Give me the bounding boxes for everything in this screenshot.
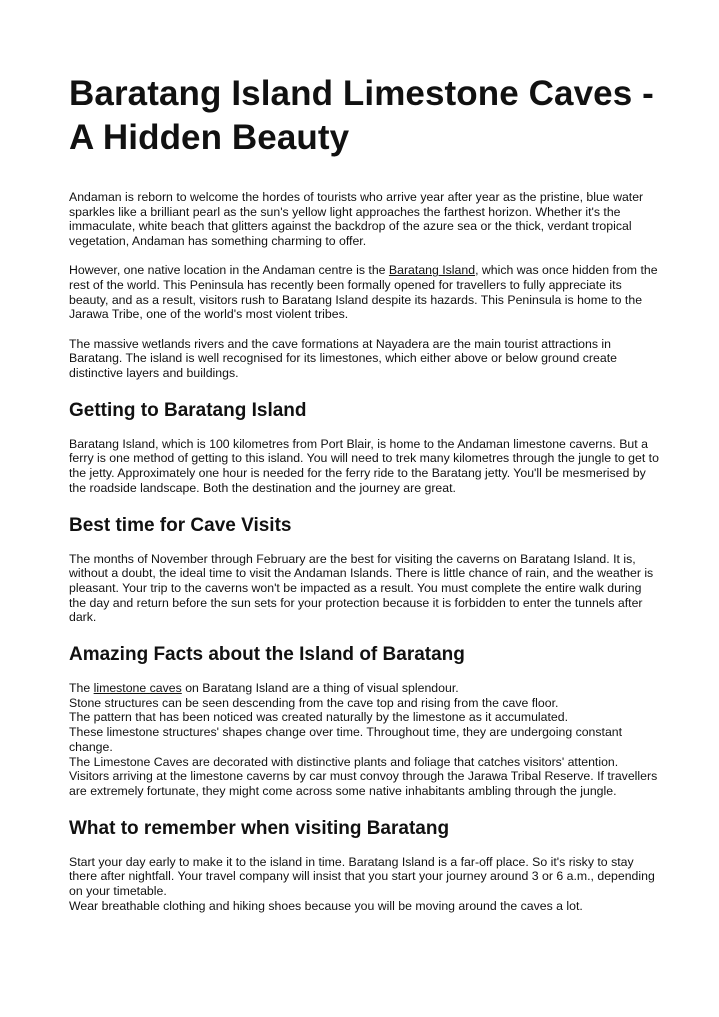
baratang-island-link[interactable]: Baratang Island — [388, 263, 476, 278]
intro-paragraph-2-text-before: However, one native location in the Andaman centre is the — [69, 263, 389, 278]
limestone-caves-link[interactable]: limestone caves — [93, 681, 182, 696]
facts-line-6: Visitors arriving at the limestone caverns by car must convoy through the Jarawa Tribal Reserve. If travellers are extremely fortunate, they might come across some native inhabitants ambling through the jungle. — [69, 769, 658, 798]
section-heading-best-time: Best time for Cave Visits — [69, 514, 292, 536]
page-title: Baratang Island Limestone Caves - A Hidden Beauty — [69, 74, 654, 157]
facts-line-2: Stone structures can be seen descending from the cave top and rising from the cave floor. — [69, 695, 559, 710]
remember-line-1: Start your day early to make it to the island in time. Baratang Island is a far-off place. So it's risky to stay there after nightfall. Your travel company will insist that you start your journey around 3 or 6 a.m., depending on your timetable. — [69, 854, 655, 899]
section-heading-remember: What to remember when visiting Baratang — [69, 817, 450, 839]
document-page — [69, 72, 659, 914]
intro-paragraph-2 — [69, 263, 659, 322]
section-heading-facts: Amazing Facts about the Island of Baratang — [69, 644, 465, 666]
intro-paragraph-1: Andaman is reborn to welcome the hordes of tourists who arrive year after year as the pristine, blue water sparkles like a brilliant pearl as the sun's yellow light approaches the farthest horizon. Whether it's the immaculate, white beach that glitters against the backdrop of the azure sea or the thick, verdant tropical vegetation, Andaman has something charming to offer. — [69, 190, 644, 249]
facts-line-4: These limestone structures' shapes change over time. Throughout time, they are undergoing constant change. — [69, 725, 623, 754]
intro-paragraph-3: The massive wetlands rivers and the cave formations at Nayadera are the main tourist attractions in Baratang. The island is well recognised for its limestones, which either above or below ground create distinctive layers and buildings. — [69, 336, 617, 381]
facts-line-5: The Limestone Caves are decorated with distinctive plants and foliage that catches visitors' attention. — [69, 754, 619, 769]
facts-line-3: The pattern that has been noticed was created naturally by the limestone as it accumulated. — [69, 710, 568, 725]
facts-line-1-text-after: on Baratang Island are a thing of visual splendour. — [181, 681, 459, 696]
section-heading-getting: Getting to Baratang Island — [69, 399, 307, 421]
facts-line-1 — [69, 681, 659, 696]
best-time-paragraph: The months of November through February are the best for visiting the caverns on Baratang Island. It is, without a doubt, the ideal time to visit the Andaman Islands. There is little chance of rain, and the weather is pleasant. Your trip to the caverns won't be impacted as a result. You must complete the entire walk during the day and return before the sun sets for your protection because it is forbidden to enter the tunnels after dark. — [69, 551, 654, 625]
intro-paragraph-2-text-after: , which was once hidden from the rest of the world. This Peninsula has recently been formally opened for travellers to fully appreciate its beauty, and as a result, visitors rush to Baratang Island despite its hazards. This Peninsula is home to the Jarawa Tribe, one of the world's most violent tribes. — [69, 263, 658, 322]
facts-line-1-text-before: The — [69, 681, 94, 696]
remember-line-2: Wear breathable clothing and hiking shoes because you will be moving around the caves a lot. — [69, 898, 583, 913]
getting-paragraph: Baratang Island, which is 100 kilometres from Port Blair, is home to the Andaman limestone caverns. But a ferry is one method of getting to this island. You will need to trek many kilometres through the jungle to get to the jetty. Approximately one hour is needed for the ferry ride to the Baratang jetty. You'll be mesmerised by the roadside landscape. Both the destination and the journey are great. — [69, 436, 659, 495]
